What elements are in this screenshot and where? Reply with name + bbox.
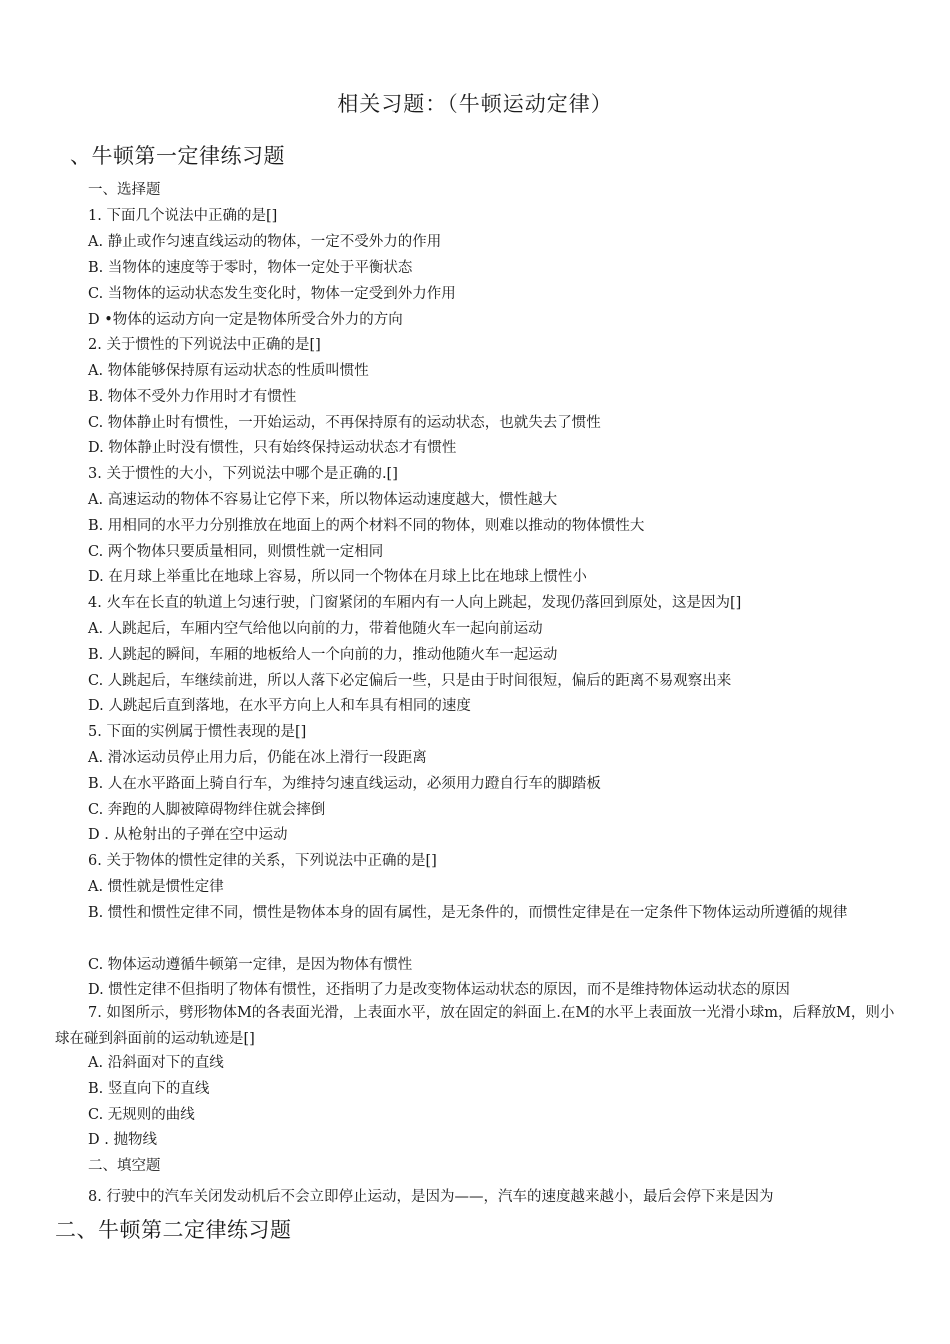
question-option: D . 从枪射出的子弹在空中运动 <box>88 827 288 843</box>
question-line: 8. 行驶中的汽车关闭发动机后不会立即停止运动，是因为——，汽车的速度越来越小，最后会停下来是因为 <box>88 1189 774 1205</box>
question-option: C. 物体运动遵循牛顿第一定律，是因为物体有惯性 <box>88 957 413 973</box>
question-line: 1. 下面几个说法中正确的是[] <box>88 208 278 224</box>
question-line: 3. 关于惯性的大小，下列说法中哪个是正确的.[] <box>88 466 398 482</box>
question-option: C. 当物体的运动状态发生变化时，物体一定受到外力作用 <box>88 286 456 302</box>
part-heading-fill: 二、填空题 <box>88 1158 161 1174</box>
question-line-wrapped: 7. 如图所示，劈形物体M的各表面光滑，上表面水平，放在固定的斜面上.在M的水平上表面放一光滑小球m，后释放M，则小球在碰到斜面前的运动轨迹是[] <box>55 1005 895 1047</box>
question-option: D. 人跳起后直到落地，在水平方向上人和车具有相同的速度 <box>88 698 471 714</box>
question-line: 5. 下面的实例属于惯性表现的是[] <box>88 724 307 740</box>
question-option: A. 物体能够保持原有运动状态的性质叫惯性 <box>88 363 369 379</box>
question-option: C. 两个物体只要质量相同，则惯性就一定相同 <box>88 544 384 560</box>
question-option: B. 人在水平路面上骑自行车，为维持匀速直线运动，必须用力蹬自行车的脚踏板 <box>88 776 601 792</box>
question-line: 2. 关于惯性的下列说法中正确的是[] <box>88 337 321 353</box>
page-title: 相关习题：（牛顿运动定律） <box>337 92 613 116</box>
question-option: C. 奔跑的人脚被障碍物绊住就会摔倒 <box>88 802 326 818</box>
question-option: A. 静止或作匀速直线运动的物体，一定不受外力的作用 <box>88 234 442 250</box>
question-option-wrapped: B. 惯性和惯性定律不同，惯性是物体本身的固有属性，是无条件的，而惯性定律是在一定条件下物体运动所遵循的规律 <box>88 905 848 921</box>
section-title-1: 、牛顿第一定律练习题 <box>70 144 285 168</box>
question-option: D. 在月球上举重比在地球上容易，所以同一个物体在月球上比在地球上惯性小 <box>88 569 587 585</box>
question-line: 6. 关于物体的惯性定律的关系，下列说法中正确的是[] <box>88 853 437 869</box>
section-title-2: 二、牛顿第二定律练习题 <box>55 1218 292 1242</box>
question-option: D •物体的运动方向一定是物体所受合外力的方向 <box>88 312 403 328</box>
question-option: D. 惯性定律不但指明了物体有惯性，还指明了力是改变物体运动状态的原因，而不是维持物体运动状态的原因 <box>88 982 790 998</box>
question-option: A. 滑冰运动员停止用力后，仍能在冰上滑行一段距离 <box>88 750 427 766</box>
question-option: A. 人跳起后，车厢内空气给他以向前的力，带着他随火车一起向前运动 <box>88 621 543 637</box>
question-option: B. 用相同的水平力分别推放在地面上的两个材料不同的物体，则难以推动的物体惯性大 <box>88 518 645 534</box>
question-option: C. 物体静止时有惯性，一开始运动，不再保持原有的运动状态，也就失去了惯性 <box>88 415 601 431</box>
question-option: A. 高速运动的物体不容易让它停下来，所以物体运动速度越大，惯性越大 <box>88 492 558 508</box>
question-option: A. 沿斜面对下的直线 <box>88 1055 224 1071</box>
question-option: D . 抛物线 <box>88 1132 157 1148</box>
question-option: B. 当物体的速度等于零时，物体一定处于平衡状态 <box>88 260 413 276</box>
question-option: B. 物体不受外力作用时才有惯性 <box>88 389 297 405</box>
question-option: A. 惯性就是惯性定律 <box>88 879 224 895</box>
question-option: C. 人跳起后，车继续前进，所以人落下必定偏后一些，只是由于时间很短，偏后的距离不易观察出来 <box>88 673 732 689</box>
question-line: 4. 火车在长直的轨道上匀速行驶，门窗紧闭的车厢内有一人向上跳起，发现仍落回到原处，这是因为[] <box>88 595 742 611</box>
question-option: C. 无规则的曲线 <box>88 1107 195 1123</box>
part-heading-choice: 一、选择题 <box>88 182 161 198</box>
question-option: B. 人跳起的瞬间，车厢的地板给人一个向前的力，推动他随火车一起运动 <box>88 647 558 663</box>
question-option: B. 竖直向下的直线 <box>88 1081 210 1097</box>
question-option: D. 物体静止时没有惯性，只有始终保持运动状态才有惯性 <box>88 440 457 456</box>
